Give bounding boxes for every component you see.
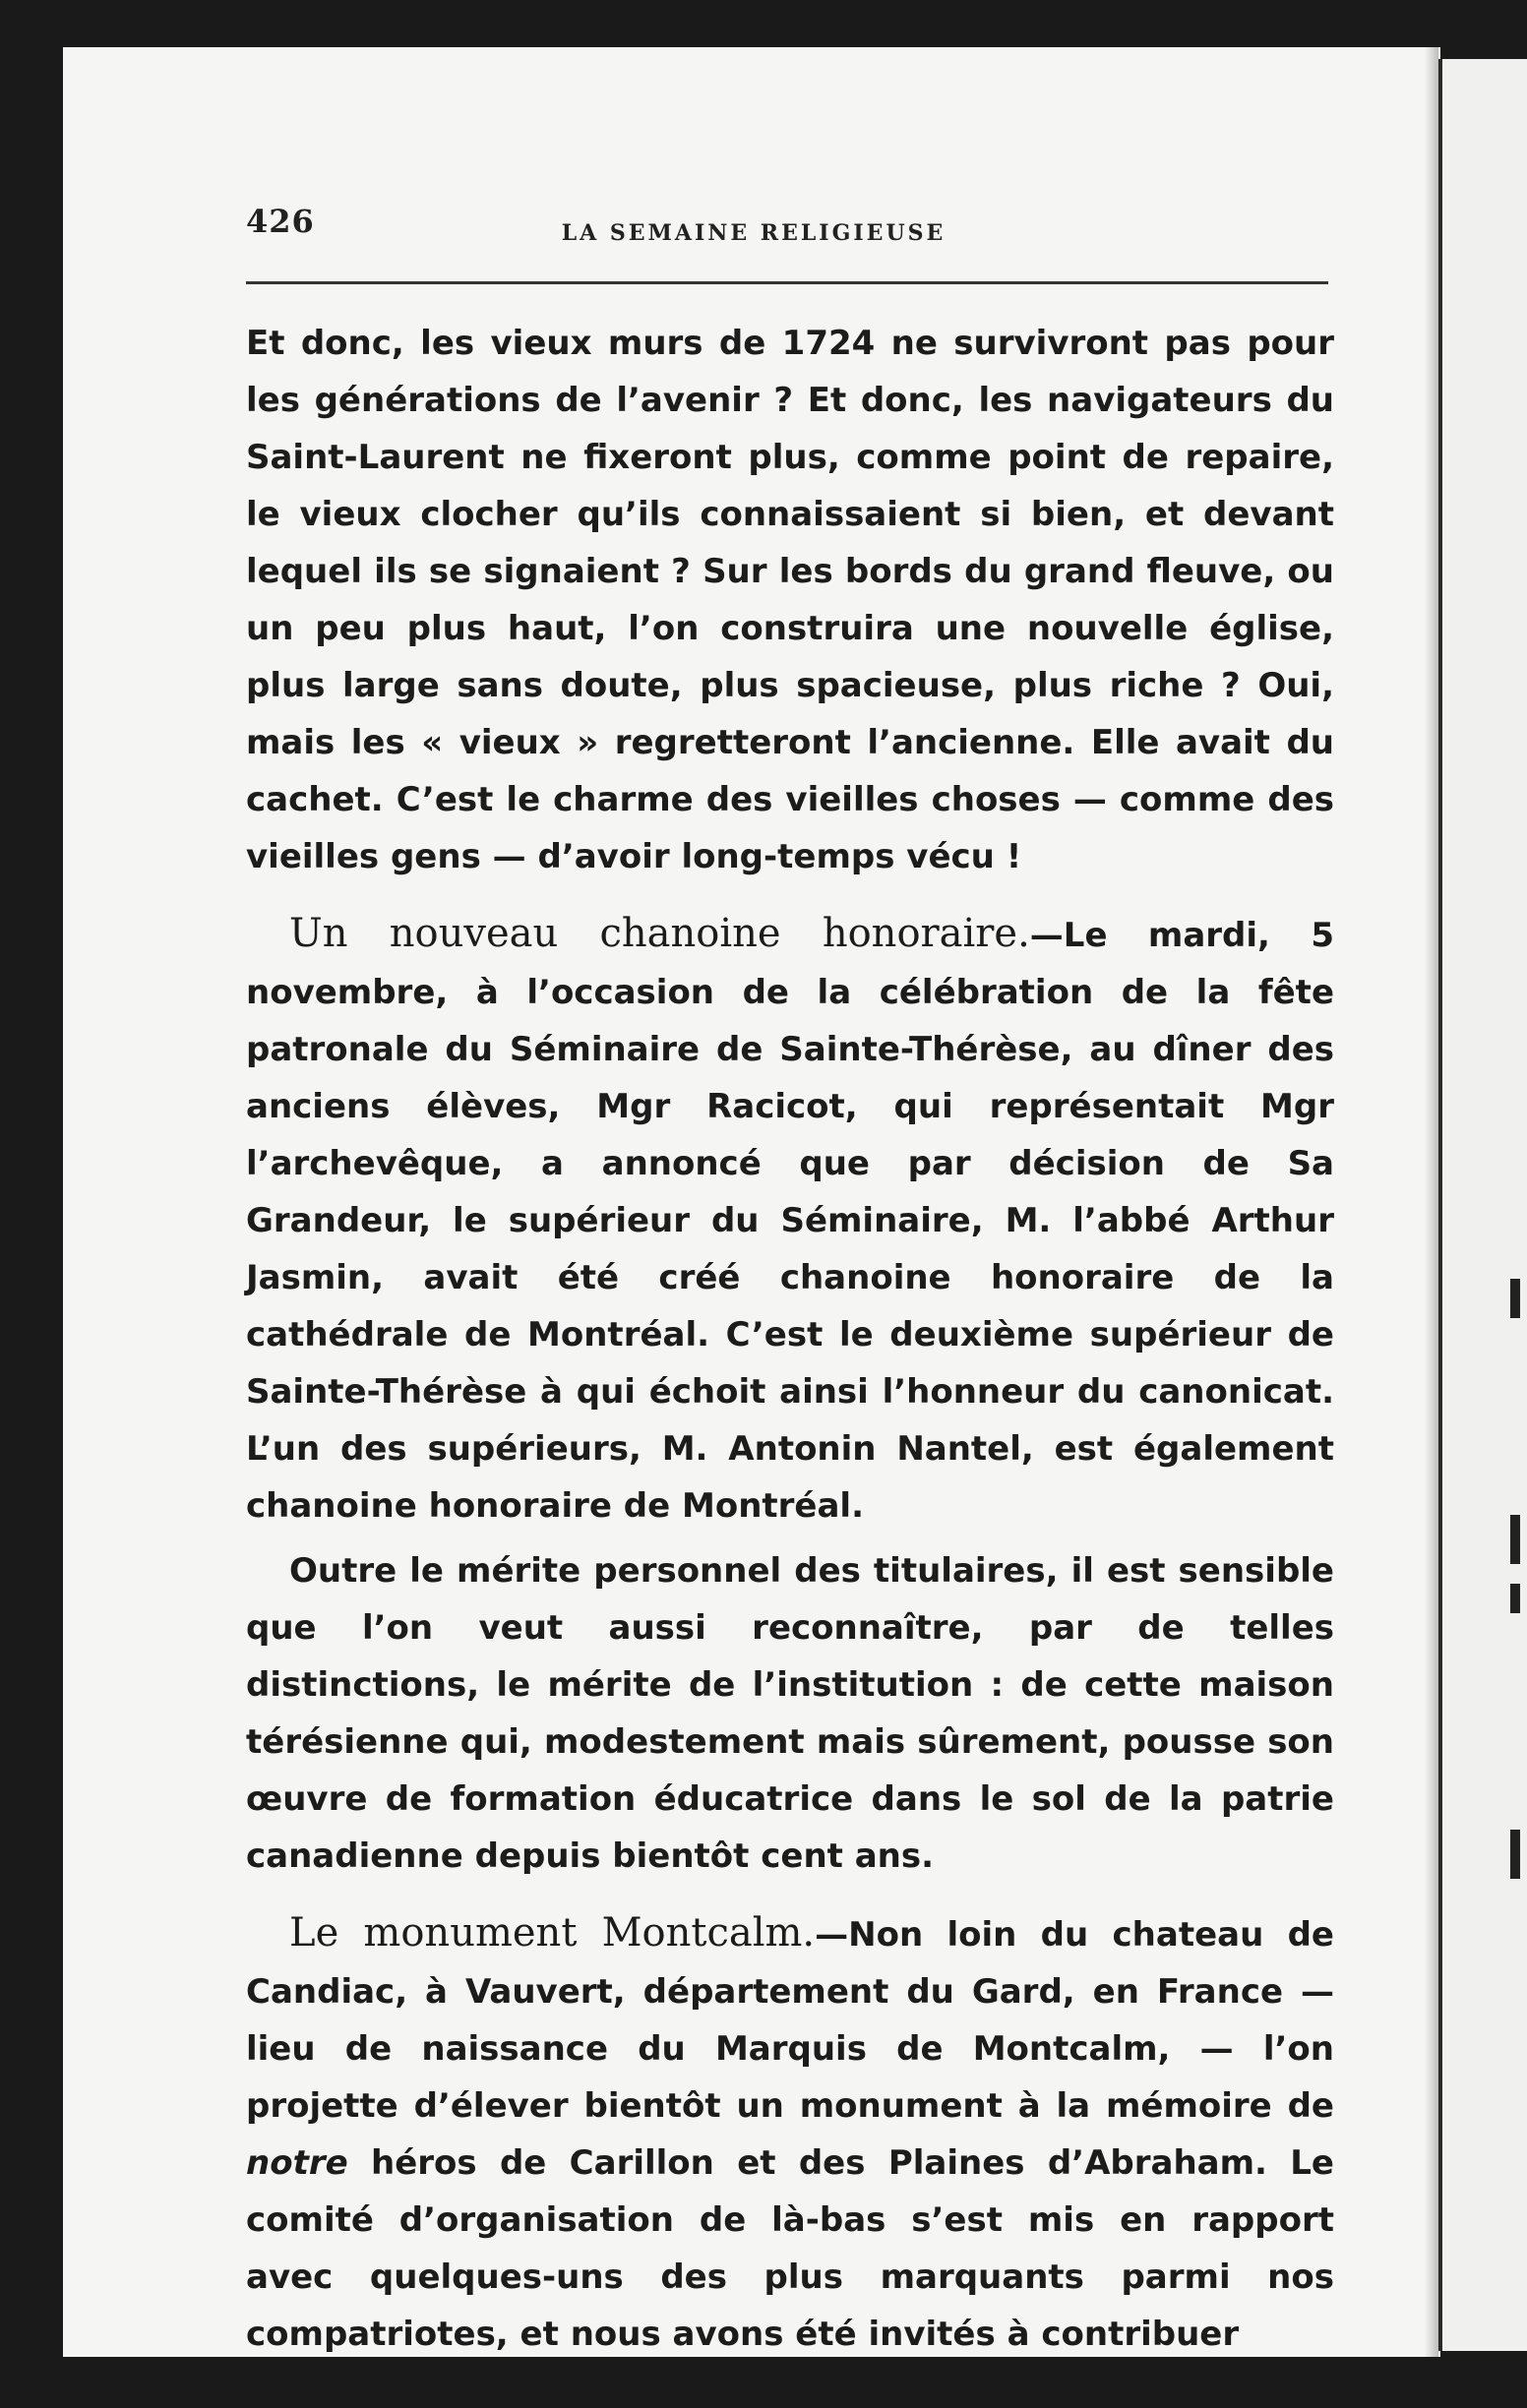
adjacent-page-mark (1510, 1515, 1520, 1564)
adjacent-page-mark (1510, 1279, 1520, 1318)
paragraph-1: Et donc, les vieux murs de 1724 ne survivront pas pour les générations de l’avenir ? Et donc, les navigateurs du Saint-Laurent ne fixeront plus, comme point de repaire, le vieux clocher qu’ils connaissaient si bien, et devant lequel ils se signaient ? Sur les bords du grand fleuve, ou un peu plus haut, l’on construira une nouvelle église, plus large sans doute, plus spacieuse, plus riche ? Oui, mais les « vieux » regretteront l’ancienne. Elle avait du cachet. C’est le charme des vieilles choses — comme des vieilles gens — d’avoir long-temps vécu ! (246, 324, 1334, 876)
paragraph-outre: Outre le mérite personnel des titulaires, il est sensible que l’on veut aussi reconnaître, par de telles distinctions, le mérite de l’institution : de cette maison térésienne qui, modestement mais sûrement, pousse son œuvre de formation éducatrice dans le sol de la patrie canadienne depuis bientôt cent ans. (246, 1551, 1334, 1876)
header-rule (246, 281, 1328, 284)
section-heading: Le monument Montcalm. (289, 1910, 816, 1956)
page-header (183, 197, 1324, 256)
adjacent-page-mark (1510, 1830, 1520, 1879)
section-text: héros de Carillon et des Plaines d’Abraham. Le comité d’organisation de là-bas s’est mis en rapport avec quelques-uns des plus marquants parmi nos compatriotes, et nous avons été invités à contribuer (246, 2143, 1334, 2354)
page-body (246, 315, 1334, 2363)
section-montcalm (246, 1904, 1334, 2363)
section-text: —Le mardi, 5 novembre, à l’occasion de la célébration de la fête patronale du Séminaire de Sainte-Thérèse, au dîner des anciens élèves, Mgr Racicot, qui représentait Mgr l’archevêque, a annoncé que par décision de Sa Grandeur, le supérieur du Séminaire, M. l’abbé Arthur Jasmin, avait été créé chanoine honoraire de la cathédrale de Montréal. C’est le deuxième supérieur de Sainte-Thérèse à qui échoit ainsi l’honneur du canonicat. L’un des supérieurs, M. Antonin Nantel, est également chanoine honoraire de Montréal. (246, 916, 1334, 1526)
page-number: 426 (246, 203, 315, 240)
section-chanoine (246, 905, 1334, 1535)
section-text: —Non loin du chateau de Candiac, à Vauvert, département du Gard, en France — lieu de naissance du Marquis de Montcalm, — l’on projette d’élever bientôt un monument à la mémoire de (246, 1915, 1334, 2126)
italic-word: notre (246, 2143, 348, 2183)
gutter-shadow (1425, 47, 1438, 2357)
running-title: LA SEMAINE RELIGIEUSE (561, 220, 947, 246)
adjacent-page-edge (1438, 59, 1527, 2351)
adjacent-page-mark (1510, 1584, 1520, 1613)
section-heading: Un nouveau chanoine honoraire. (289, 911, 1030, 956)
